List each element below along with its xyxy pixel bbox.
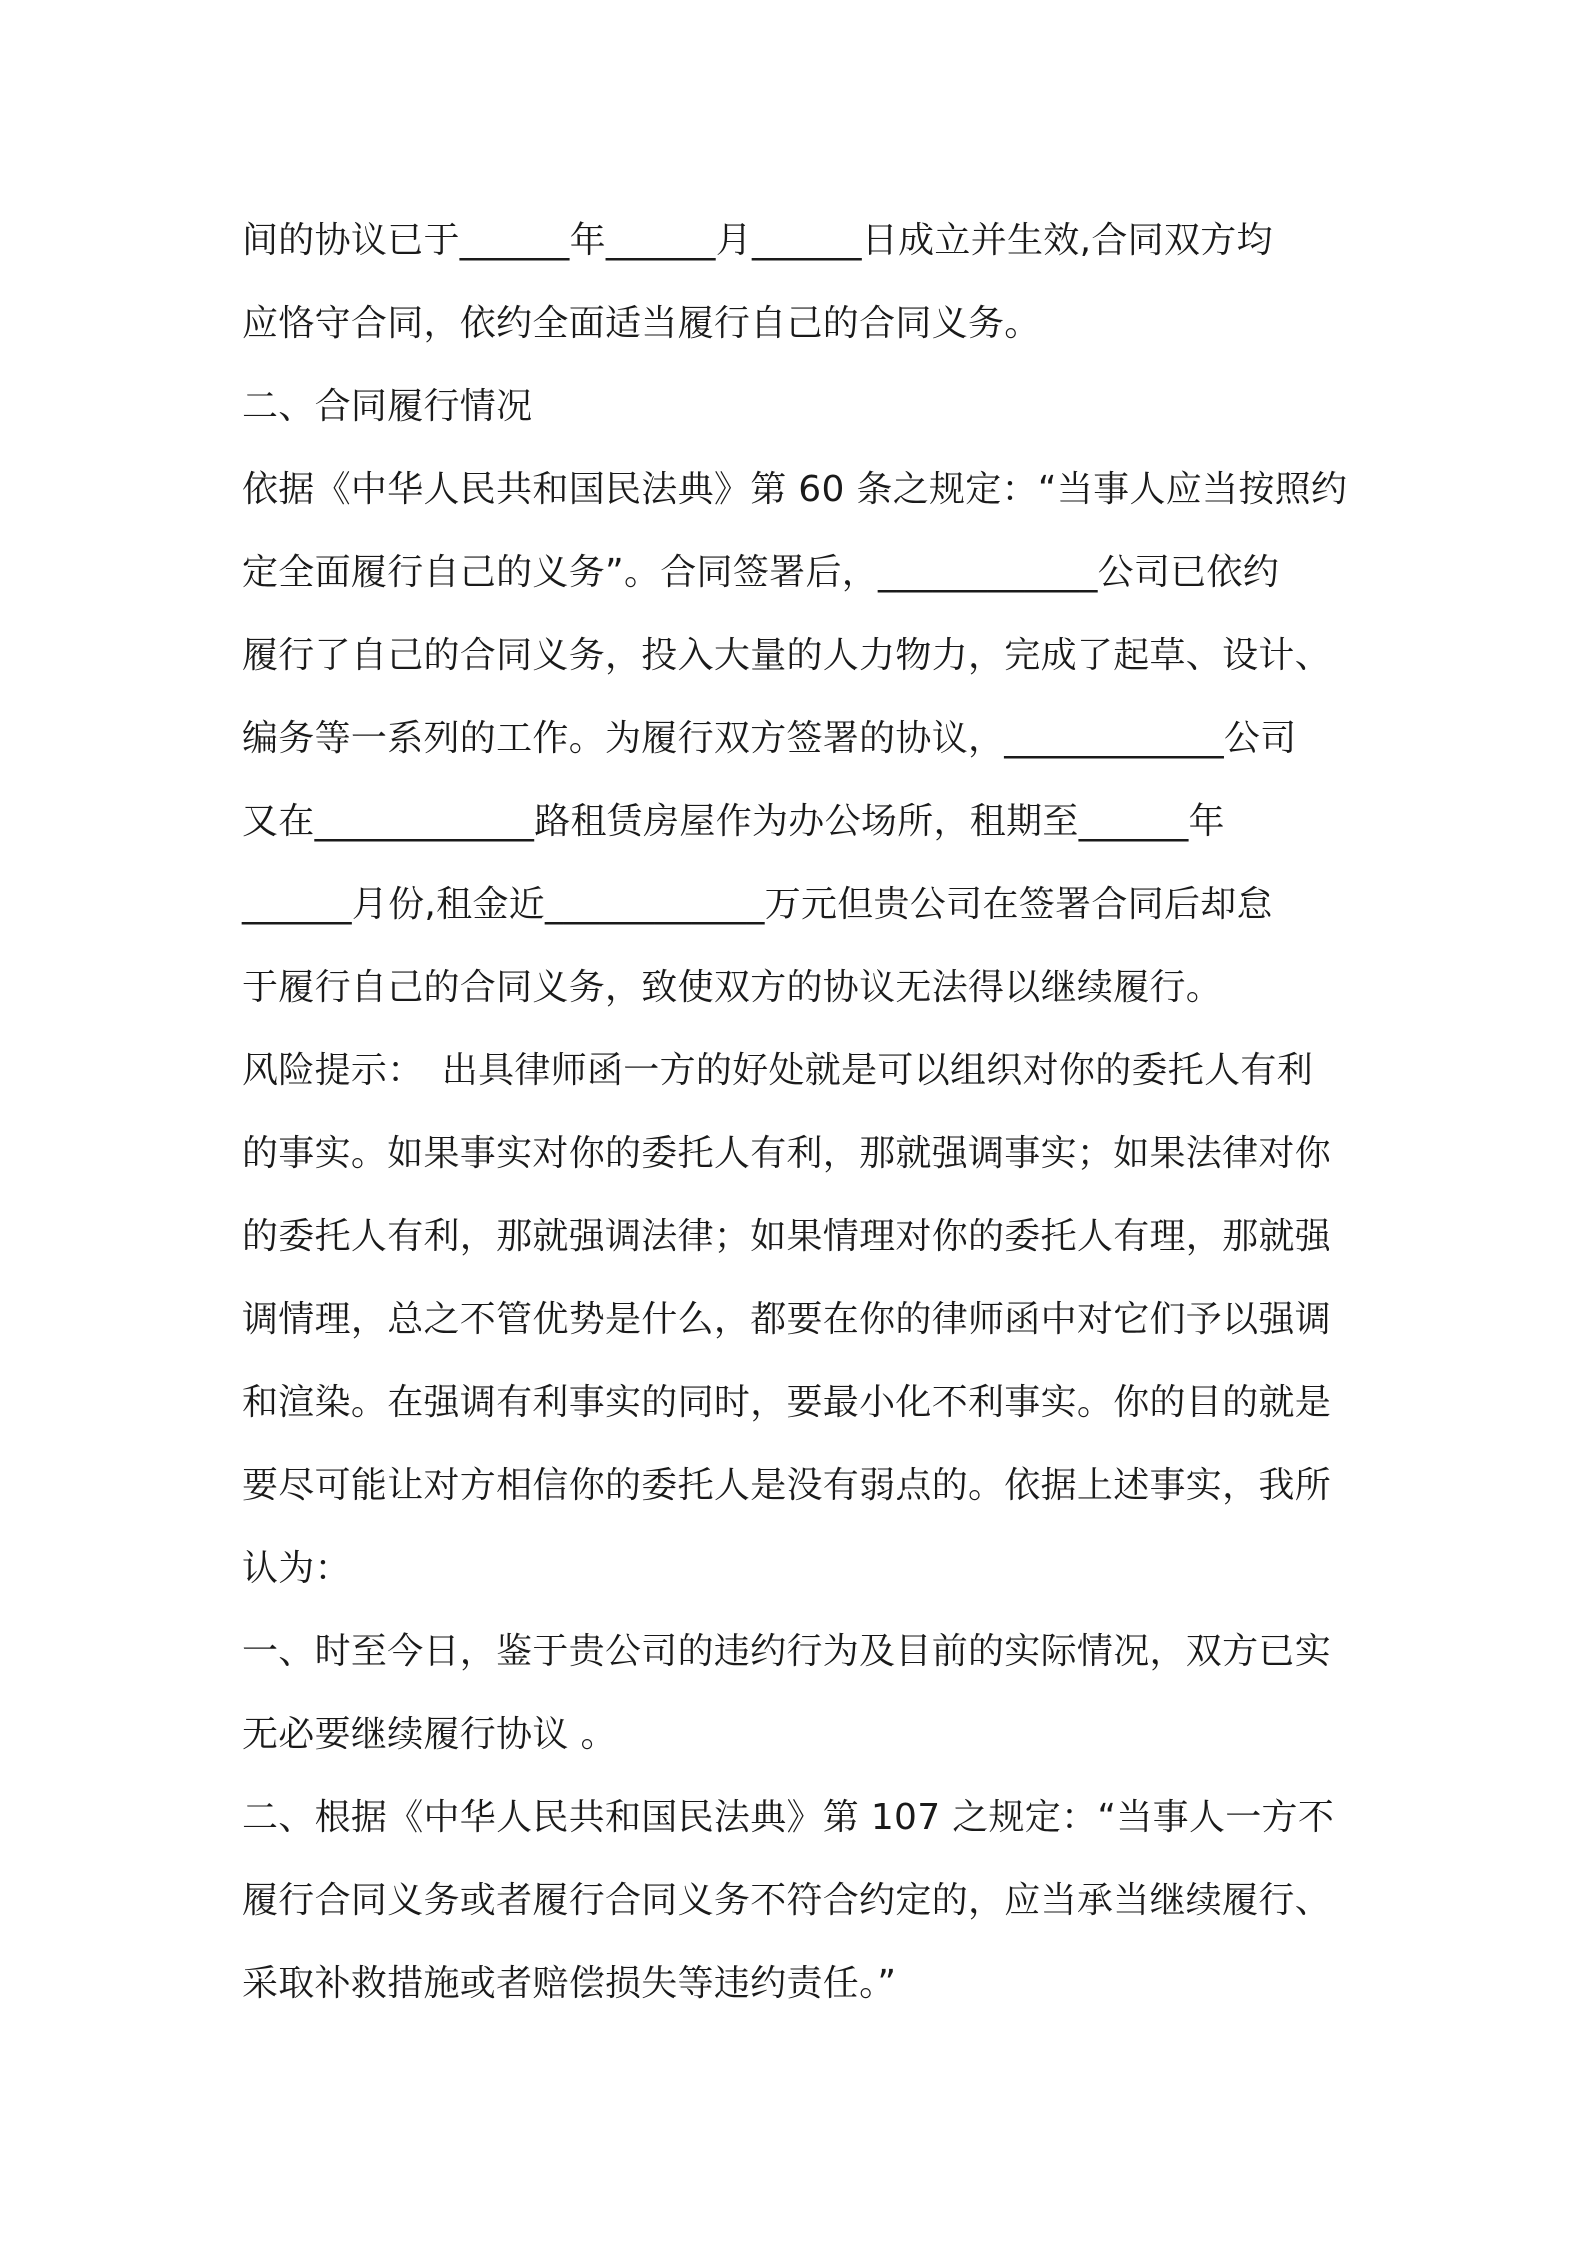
text-line: 于履行自己的合同义务，致使双方的协议无法得以继续履行。 <box>242 967 1223 1008</box>
text-line: ______月份,租金近____________万元但贵公司在签署合同后却怠 <box>242 884 1273 925</box>
text-line: 的委托人有利，那就强调法律；如果情理对你的委托人有理，那就强 <box>242 1216 1332 1257</box>
text-line: 编务等一系列的工作。为履行双方签署的协议，____________公司 <box>242 718 1297 759</box>
text-line: 的事实。如果事实对你的委托人有利，那就强调事实；如果法律对你 <box>242 1133 1332 1174</box>
text-line: 定全面履行自己的义务”。合同签署后，____________公司已依约 <box>242 552 1280 593</box>
risk-tip-line: 风险提示： 出具律师函一方的好处就是可以组织对你的委托人有利 <box>242 1050 1314 1091</box>
text-line: 认为： <box>242 1548 351 1589</box>
text-line: 和渲染。在强调有利事实的同时，要最小化不利事实。你的目的就是 <box>242 1382 1332 1423</box>
text-line: 一、时至今日，鉴于贵公司的违约行为及目前的实际情况，双方已实 <box>242 1631 1332 1672</box>
text-line: 调情理，总之不管优势是什么，都要在你的律师函中对它们予以强调 <box>242 1299 1332 1340</box>
document-body <box>242 199 1358 2025</box>
text-line: 无必要继续履行协议 。 <box>242 1714 617 1755</box>
text-line: 二、根据《中华人民共和国民法典》第 107 之规定：“当事人一方不 <box>242 1797 1335 1838</box>
text-line: 履行合同义务或者履行合同义务不符合约定的，应当承当继续履行、 <box>242 1880 1332 1921</box>
text-line: 采取补救措施或者赔偿损失等违约责任。” <box>242 1963 897 2004</box>
text-line: 要尽可能让对方相信你的委托人是没有弱点的。依据上述事实，我所 <box>242 1465 1332 1506</box>
text-line: 履行了自己的合同义务，投入大量的人力物力，完成了起草、设计、 <box>242 635 1332 676</box>
text-line: 间的协议已于______年______月______日成立并生效,合同双方均 <box>242 220 1273 261</box>
text-line: 依据《中华人民共和国民法典》第 60 条之规定：“当事人应当按照约 <box>242 469 1348 510</box>
text-line: 应恪守合同，依约全面适当履行自己的合同义务。 <box>242 303 1041 344</box>
section-heading: 二、合同履行情况 <box>242 386 533 427</box>
text-line: 又在____________路租赁房屋作为办公场所，租期至______年 <box>242 801 1225 842</box>
